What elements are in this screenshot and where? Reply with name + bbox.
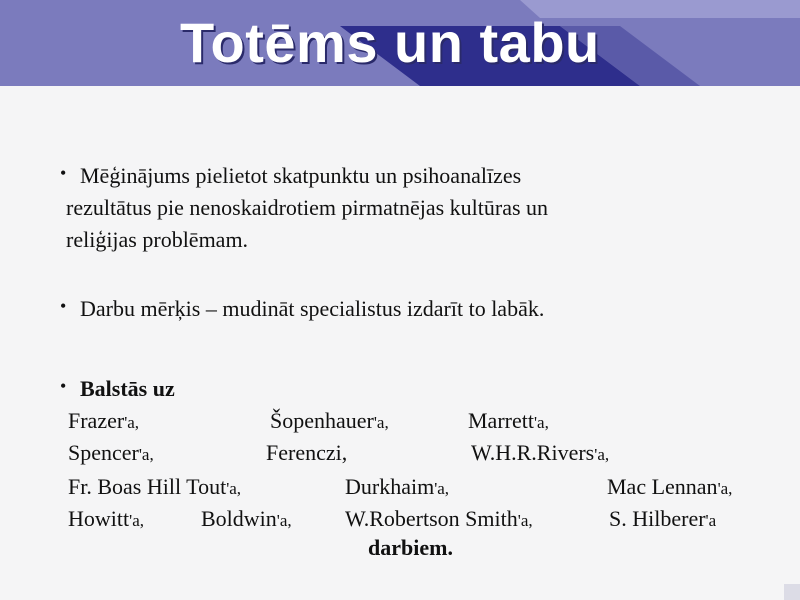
slide-content <box>0 86 800 600</box>
author-rivers: W.H.R.Rivers'a, <box>471 440 610 465</box>
bullet-1-line-1: Mēģinājums pielietot skatpunktu un psihoanalīzes <box>80 163 522 188</box>
author-mac-lennan: Mac Lennan'a, <box>607 474 733 499</box>
author-ferenczi: Ferenczi, <box>266 440 348 465</box>
author-spencer: Spencer'a, <box>68 440 154 465</box>
bullet-text-1 <box>66 160 690 256</box>
slide-title: Totēms un tabu <box>180 11 600 74</box>
bullet-1-line-3: reliģijas problēmam. <box>66 227 249 252</box>
bullet-text-2: Darbu mērķis – mudināt specialistus izdarīt to labāk. <box>80 296 545 321</box>
author-frazer: Frazer'a, <box>68 408 140 433</box>
author-robertson-smith: W.Robertson Smith'a, <box>345 506 533 531</box>
bullet-icon: • <box>60 296 67 316</box>
bullet-1-line-2: rezultātus pie nenoskaidrotiem pirmatnējas kultūras un <box>66 195 549 220</box>
author-boas-hill-tout: Fr. Boas Hill Tout'a, <box>68 474 242 499</box>
author-sopenhauer: Šopenhauer'a, <box>270 408 389 433</box>
author-boldwin: Boldwin'a, <box>201 506 292 531</box>
bullet-text-3: Balstās uz <box>80 376 175 401</box>
author-howitt: Howitt'a, <box>68 506 144 531</box>
slide-corner-mark <box>784 584 800 600</box>
bullet-icon: • <box>60 376 67 396</box>
bullet-icon: • <box>60 163 67 183</box>
author-durkhaim: Durkhaim'a, <box>345 474 450 499</box>
author-hilberer: S. Hilberer'a <box>609 506 717 531</box>
title-banner <box>0 0 800 86</box>
author-marrett: Marrett'a, <box>468 408 549 433</box>
closing-text: darbiem. <box>368 535 453 560</box>
